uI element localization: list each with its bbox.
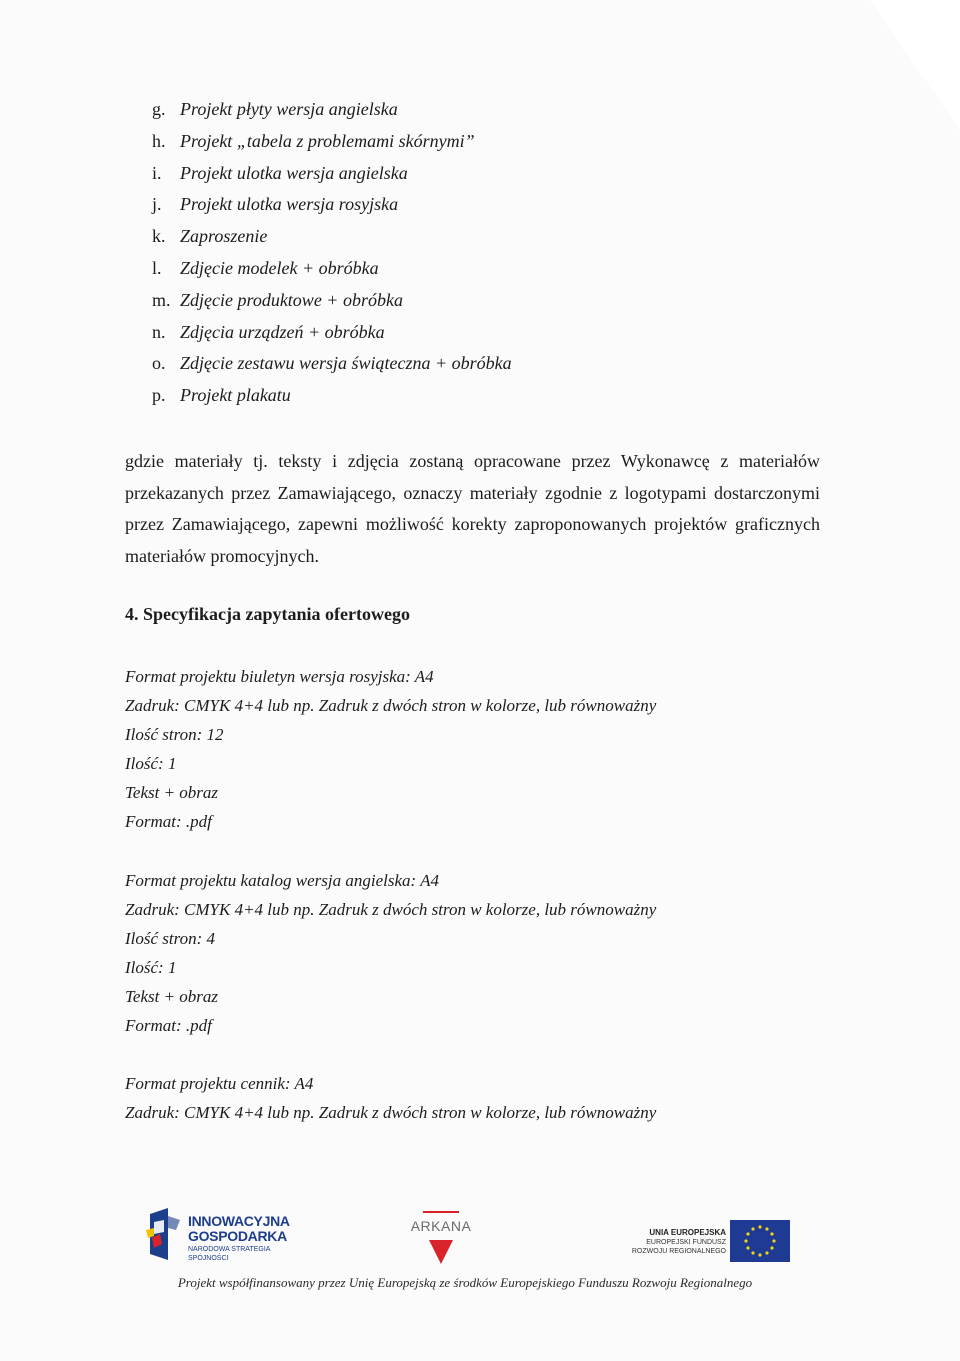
- spec-line: Tekst + obraz: [125, 987, 219, 1006]
- list-letter: n.: [152, 321, 166, 342]
- list-letter: l.: [152, 257, 162, 278]
- innowacyjna-gospodarka-emblem-icon: [146, 1208, 186, 1260]
- section-heading: 4. Specyfikacja zapytania ofertowego: [125, 604, 410, 624]
- spec-line: Zadruk: CMYK 4+4 lub np. Zadruk z dwóch stron w kolorze, lub równoważny: [125, 900, 657, 919]
- list-letter: g.: [152, 99, 166, 119]
- eu-logo-line3: ROZWOJU REGIONALNEGO: [631, 1248, 726, 1255]
- arkana-emblem-icon: [405, 1208, 477, 1268]
- spec-block-katalog: [125, 868, 656, 1042]
- spec-line: Format: .pdf: [125, 812, 212, 831]
- list-item: [152, 287, 512, 319]
- spec-line: Ilość: 1: [125, 754, 177, 773]
- deliverables-list: [152, 96, 512, 414]
- spec-line: Ilość stron: 4: [125, 929, 216, 948]
- eu-logo-line1: UNIA EUROPEJSKA: [649, 1228, 726, 1237]
- list-item: [152, 128, 512, 160]
- spec-line: Ilość stron: 12: [125, 725, 224, 744]
- list-item: [152, 223, 512, 255]
- list-item-text: Projekt plakatu: [180, 385, 291, 406]
- list-item: [152, 382, 512, 414]
- spec-line: Zadruk: CMYK 4+4 lub np. Zadruk z dwóch stron w kolorze, lub równoważny: [125, 1103, 657, 1122]
- spec-line: Format projektu katalog wersja angielska: A4: [125, 871, 439, 890]
- eu-logo-line2: EUROPEJSKI FUNDUSZ: [646, 1239, 726, 1246]
- list-item: [152, 96, 512, 128]
- list-item-text: Projekt płyty wersja angielska: [180, 99, 398, 119]
- innowacyjna-gospodarka-logo: [146, 1208, 306, 1260]
- spec-line: Format: .pdf: [125, 1016, 212, 1035]
- spec-line: Tekst + obraz: [125, 783, 219, 802]
- list-item: [152, 191, 512, 223]
- list-item-text: Projekt ulotka wersja rosyjska: [180, 194, 399, 215]
- list-letter: h.: [152, 130, 166, 151]
- list-item-text: Zdjęcie zestawu wersja świąteczna + obróbka: [180, 353, 512, 374]
- spec-line: Format projektu biuletyn wersja rosyjska: A4: [125, 667, 434, 686]
- list-item-text: Zdjęcie produktowe + obróbka: [180, 289, 403, 310]
- spec-block-cennik: [125, 1071, 656, 1129]
- list-letter: m.: [152, 289, 171, 310]
- list-item: [152, 319, 512, 351]
- list-item-text: Projekt „tabela z problemami skórnymi”: [180, 130, 475, 151]
- footer-cofinancing-note: Projekt współfinansowany przez Unię Europejską ze środków Europejskiego Funduszu Rozwoju Regionalnego: [177, 1275, 753, 1290]
- list-item: [152, 350, 512, 382]
- list-letter: i.: [152, 162, 162, 183]
- spec-line: Ilość: 1: [125, 958, 177, 977]
- ig-logo-line2: GOSPODARKA: [188, 1228, 287, 1244]
- list-item-text: Zdjęcia urządzeń + obróbka: [180, 321, 385, 342]
- list-letter: o.: [152, 353, 166, 374]
- page-curl-corner: [870, 0, 960, 130]
- spec-block-biuletyn: [125, 664, 656, 838]
- spec-line: Zadruk: CMYK 4+4 lub np. Zadruk z dwóch stron w kolorze, lub równoważny: [125, 696, 657, 715]
- eu-logo: [610, 1220, 792, 1264]
- list-letter: j.: [152, 194, 162, 215]
- eu-flag-icon: [730, 1220, 790, 1262]
- ig-logo-line1: INNOWACYJNA: [188, 1213, 290, 1229]
- list-letter: k.: [152, 226, 166, 247]
- list-item: [152, 255, 512, 287]
- arkana-logo: [405, 1208, 477, 1268]
- list-letter: p.: [152, 385, 166, 406]
- list-item: [152, 160, 512, 192]
- list-item-text: Projekt ulotka wersja angielska: [180, 162, 408, 183]
- ig-logo-line3: NARODOWA STRATEGIA SPÓJNOŚCI: [188, 1246, 271, 1262]
- list-item-text: Zdjęcie modelek + obróbka: [180, 257, 379, 278]
- description-paragraph: gdzie materiały tj. teksty i zdjęcia zostaną opracowane przez Wykonawcę z materiałów przekazanych przez Zamawiającego, oznaczy materiały zgodnie z logotypami dostarczonymi przez Zamawiającego, zapewni możliwość korekty zaproponowanych projektów graficznych materiałów promocyjnych.: [125, 451, 820, 566]
- arkana-logo-text: ARKANA: [410, 1218, 472, 1234]
- list-item-text: Zaproszenie: [180, 226, 268, 247]
- spec-line: Format projektu cennik: A4: [125, 1074, 314, 1093]
